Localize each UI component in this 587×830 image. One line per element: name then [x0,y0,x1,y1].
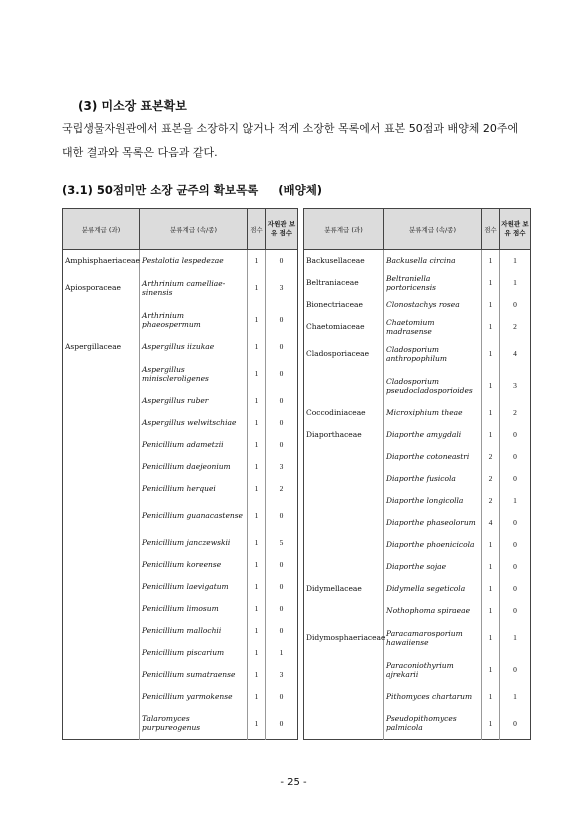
holding-cell: 3 [266,664,298,686]
points-cell: 2 [482,446,500,468]
points-cell: 1 [482,316,500,338]
points-cell: 1 [482,424,500,446]
header-family: 분류계급 (과) [63,209,140,250]
table-row [63,250,298,272]
family-cell: Apiosporaceae [63,272,140,304]
table-row [63,336,298,358]
species-cell: Talaromyces purpureogenus [140,708,248,740]
species-cell: Didymella segeticola [384,578,482,600]
family-cell [63,304,140,336]
family-cell [304,534,384,556]
holding-cell: 0 [266,708,298,740]
table-row [304,370,531,402]
holding-cell: 0 [266,250,298,272]
holding-cell: 1 [500,686,531,708]
table-row [304,686,531,708]
species-cell: Aspergillus iizukae [140,336,248,358]
species-table-left [62,208,298,740]
table-row [63,412,298,434]
points-cell: 1 [482,654,500,686]
family-cell [304,654,384,686]
points-cell: 1 [482,402,500,424]
points-cell: 1 [248,576,266,598]
species-cell: Pestalotia lespedezae [140,250,248,272]
points-cell: 1 [248,598,266,620]
holding-cell: 0 [500,578,531,600]
family-cell [304,686,384,708]
table-row [304,250,531,272]
family-cell [304,708,384,740]
family-cell [304,512,384,534]
points-cell: 1 [482,600,500,622]
holding-cell: 0 [500,424,531,446]
points-cell: 1 [482,272,500,294]
family-cell [63,532,140,554]
species-cell: Diaporthe longicolla [384,490,482,512]
table-row [63,576,298,598]
species-cell: Penicillium janczewskii [140,532,248,554]
table-row [304,708,531,740]
species-cell: Paraconiothyrium ajrekarii [384,654,482,686]
page-number: - 25 - [280,777,307,788]
species-cell: Diaporthe amygdali [384,424,482,446]
family-cell [304,556,384,578]
species-cell: Penicillium laevigatum [140,576,248,598]
points-cell: 1 [248,390,266,412]
holding-cell: 0 [500,512,531,534]
holding-cell: 0 [266,576,298,598]
points-cell: 1 [482,686,500,708]
table-row [63,500,298,532]
family-cell [63,358,140,390]
points-cell: 1 [482,708,500,740]
section-title: (3) 미소장 표본확보 [78,99,187,113]
holding-cell: 0 [266,686,298,708]
family-cell [63,554,140,576]
table-row [63,272,298,304]
table-row [63,304,298,336]
points-cell: 1 [482,622,500,654]
holding-cell: 0 [500,534,531,556]
family-cell [63,664,140,686]
table-row [304,294,531,316]
family-cell [63,642,140,664]
holding-cell: 0 [500,654,531,686]
family-cell [304,446,384,468]
subsection-title: (3.1) 50점미만 소장 균주의 확보목록 (배양체) [62,183,323,197]
table-row [304,622,531,654]
family-cell: Cladosporiaceae [304,338,384,370]
holding-cell: 0 [500,294,531,316]
holding-cell: 0 [500,446,531,468]
holding-cell: 0 [500,468,531,490]
points-cell: 1 [248,664,266,686]
header-points: 점수 [248,209,266,250]
holding-cell: 0 [266,304,298,336]
holding-cell: 0 [266,412,298,434]
holding-cell: 1 [500,490,531,512]
holding-cell: 4 [500,338,531,370]
holding-cell: 3 [266,456,298,478]
points-cell: 1 [482,534,500,556]
family-cell: Chaetomiaceae [304,316,384,338]
family-cell [63,708,140,740]
species-cell: Cladosporium anthropophilum [384,338,482,370]
species-cell: Aspergillus miniscleroligenes [140,358,248,390]
points-cell: 1 [482,338,500,370]
points-cell: 1 [248,412,266,434]
table-row [304,534,531,556]
family-cell: Coccodiniaceae [304,402,384,424]
holding-cell: 2 [500,402,531,424]
family-cell [63,412,140,434]
holding-cell: 1 [500,622,531,654]
table-row [304,424,531,446]
holding-cell: 0 [500,600,531,622]
species-cell: Diaporthe phoenicicola [384,534,482,556]
holding-cell: 0 [266,500,298,532]
points-cell: 1 [482,556,500,578]
points-cell: 1 [248,272,266,304]
species-cell: Diaporthe cotoneastri [384,446,482,468]
holding-cell: 0 [500,556,531,578]
species-cell: Backusella circina [384,250,482,272]
family-cell [63,598,140,620]
table-row [63,532,298,554]
holding-cell: 0 [266,598,298,620]
holding-cell: 3 [500,370,531,402]
points-cell: 2 [482,468,500,490]
points-cell: 1 [248,478,266,500]
points-cell: 1 [248,358,266,390]
species-cell: Pithomyces chartarum [384,686,482,708]
holding-cell: 0 [266,620,298,642]
species-cell: Pseudopithomyces palmicola [384,708,482,740]
holding-cell: 0 [266,390,298,412]
species-cell: Diaporthe fusicola [384,468,482,490]
table-row [304,402,531,424]
table-row [63,456,298,478]
species-cell: Penicillium herquei [140,478,248,500]
species-cell: Beltraniella portoricensis [384,272,482,294]
holding-cell: 3 [266,272,298,304]
holding-cell: 2 [500,316,531,338]
holding-cell: 1 [266,642,298,664]
points-cell: 1 [248,304,266,336]
table-row [304,654,531,686]
section-paragraph: 국립생물자원관에서 표본을 소장하지 않거나 적게 소장한 목록에서 표본 50점과 배양체 20주에 대한 결과와 목록은 다음과 같다. [62,122,519,159]
points-cell: 1 [248,250,266,272]
points-cell: 1 [248,500,266,532]
family-cell [304,600,384,622]
holding-cell: 1 [500,250,531,272]
species-cell: Nothophoma spiraeae [384,600,482,622]
family-cell [63,478,140,500]
table-row [63,642,298,664]
table-row [304,556,531,578]
points-cell: 1 [248,686,266,708]
table-row [304,490,531,512]
species-cell: Cladosporium pseudocladosporioides [384,370,482,402]
species-cell: Penicillium piscarium [140,642,248,664]
species-cell: Penicillium koreense [140,554,248,576]
family-cell: Amphisphaeriaceae [63,250,140,272]
table-row [63,598,298,620]
points-cell: 1 [248,554,266,576]
species-cell: Penicillium limosum [140,598,248,620]
points-cell: 1 [248,620,266,642]
points-cell: 1 [482,250,500,272]
header-holding: 자원관 보유 점수 [500,209,531,250]
header-species: 분류계급 (속/종) [384,209,482,250]
points-cell: 1 [248,336,266,358]
family-cell [63,576,140,598]
table-row [304,338,531,370]
family-cell [304,490,384,512]
table-row [304,272,531,294]
table-row [63,664,298,686]
family-cell [63,434,140,456]
family-cell: Didymellaceae [304,578,384,600]
family-cell: Backusellaceae [304,250,384,272]
header-points: 점수 [482,209,500,250]
species-cell: Penicillium mallochii [140,620,248,642]
family-cell: Diaporthaceae [304,424,384,446]
species-cell: Paracamarosporium hawaiiense [384,622,482,654]
holding-cell: 0 [266,358,298,390]
species-table-right [303,208,531,740]
points-cell: 1 [248,434,266,456]
species-cell: Arthrinium phaeospermum [140,304,248,336]
points-cell: 4 [482,512,500,534]
table-row [63,686,298,708]
species-cell: Microxiphium theae [384,402,482,424]
species-cell: Arthrinium camelliae-sinensis [140,272,248,304]
table-row [304,578,531,600]
points-cell: 2 [482,490,500,512]
points-cell: 1 [482,294,500,316]
table-row [63,478,298,500]
species-cell: Chaetomium madrasense [384,316,482,338]
holding-cell: 0 [500,708,531,740]
table-row [304,468,531,490]
family-cell [63,390,140,412]
family-cell: Bionectriaceae [304,294,384,316]
species-cell: Penicillium guanacastense [140,500,248,532]
table-row [63,708,298,740]
species-cell: Aspergillus welwitschiae [140,412,248,434]
holding-cell: 0 [266,434,298,456]
table-row [304,600,531,622]
holding-cell: 2 [266,478,298,500]
species-cell: Penicillium sumatraense [140,664,248,686]
points-cell: 1 [482,370,500,402]
header-holding: 자원관 보유 점수 [266,209,298,250]
holding-cell: 5 [266,532,298,554]
species-cell: Penicillium yarmokense [140,686,248,708]
header-family: 분류계급 (과) [304,209,384,250]
points-cell: 1 [482,578,500,600]
family-cell [63,686,140,708]
species-cell: Diaporthe phaseolorum [384,512,482,534]
species-cell: Clonostachys rosea [384,294,482,316]
points-cell: 1 [248,532,266,554]
species-cell: Penicillium adametzii [140,434,248,456]
table-row [304,446,531,468]
table-row [304,512,531,534]
table-row [63,358,298,390]
table-row [63,434,298,456]
header-species: 분류계급 (속/종) [140,209,248,250]
points-cell: 1 [248,708,266,740]
family-cell: Aspergillaceae [63,336,140,358]
species-cell: Diaporthe sojae [384,556,482,578]
family-cell [63,456,140,478]
table-row [63,554,298,576]
table-row [63,390,298,412]
family-cell: Didymosphaeriaceae [304,622,384,654]
holding-cell: 0 [266,336,298,358]
family-cell [63,620,140,642]
points-cell: 1 [248,642,266,664]
family-cell [304,370,384,402]
table-row [304,316,531,338]
family-cell [63,500,140,532]
holding-cell: 0 [266,554,298,576]
points-cell: 1 [248,456,266,478]
family-cell [304,468,384,490]
species-cell: Aspergillus ruber [140,390,248,412]
table-row [63,620,298,642]
family-cell: Beltraniaceae [304,272,384,294]
species-cell: Penicillium daejeonium [140,456,248,478]
holding-cell: 1 [500,272,531,294]
